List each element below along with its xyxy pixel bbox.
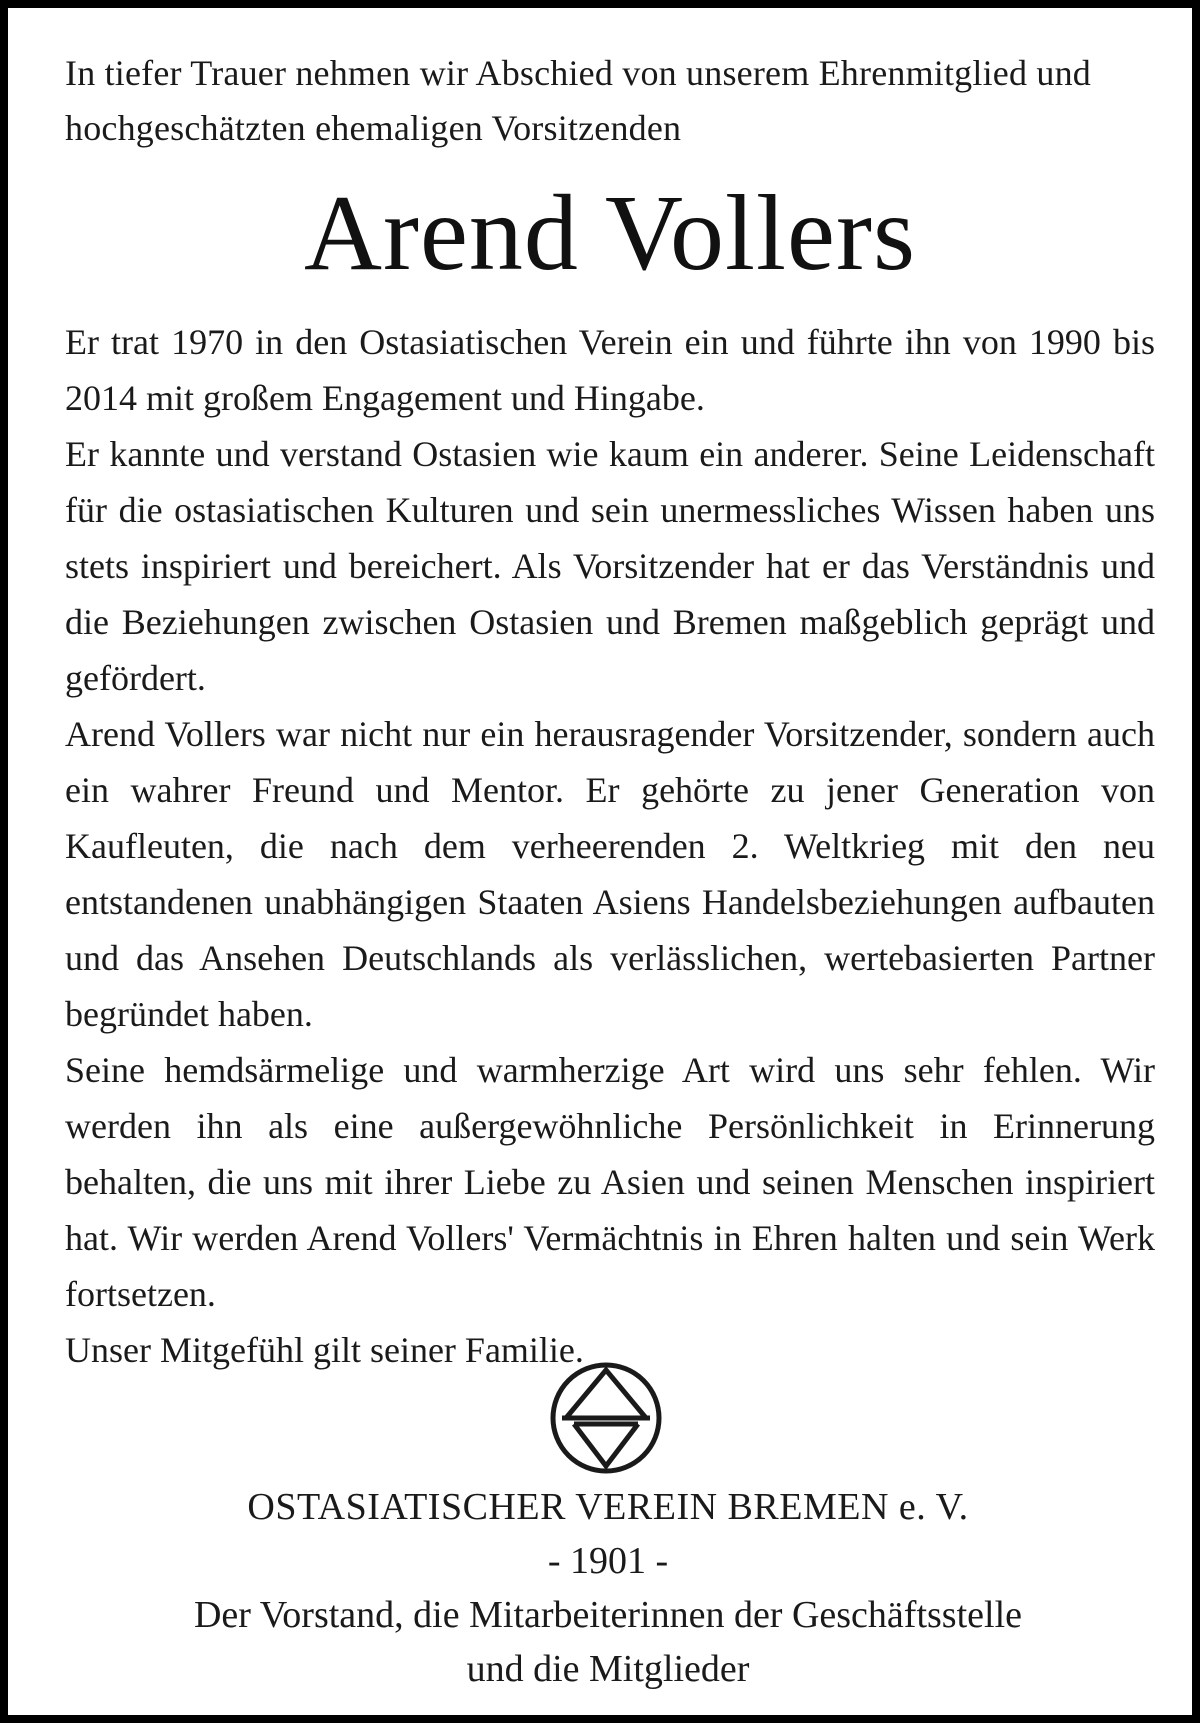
organization-name: OSTASIATISCHER VEREIN BREMEN e. V. [247, 1486, 969, 1528]
intro-text: In tiefer Trauer nehmen wir Abschied von unserem Ehrenmitglied und hochgeschätzten ehemaligen Vorsitzenden [65, 53, 1091, 148]
obituary-content [65, 46, 1155, 1378]
obituary-body [65, 314, 1155, 1378]
signatories-line-2: und die Mitglieder [466, 1648, 750, 1690]
deceased-name: Arend Vollers [304, 174, 916, 293]
paragraph-mentor: Arend Vollers war nicht nur ein herausragender Vorsitzender, sondern auch ein wahrer Freund und Mentor. Er gehörte zu jener Generation von Kaufleuten, die nach dem verheerenden 2. Weltkrieg mit den neu entstandenen unabhängigen Staaten Asiens Handelsbeziehungen aufbauten und das Ansehen Deutschlands als verlässlichen, wertebasierten Partner begründet haben. [65, 714, 1155, 1034]
founding-year: - 1901 - [547, 1540, 669, 1582]
paragraph-expertise: Er kannte und verstand Ostasien wie kaum ein anderer. Seine Leidenschaft für die ostasiatischen Kulturen und sein unermessliches Wissen haben uns stets inspiriert und bereichert. Als Vorsitzender hat er das Verständnis und die Beziehungen zwischen Ostasien und Bremen maßgeblich geprägt und gefördert. [65, 434, 1155, 698]
signatories-line-1: Der Vorstand, die Mitarbeiterinnen der Geschäftsstelle [193, 1594, 1022, 1636]
paragraph-membership: Er trat 1970 in den Ostasiatischen Verein ein und führte ihn von 1990 bis 2014 mit großem Engagement und Hingabe. [65, 322, 1155, 418]
paragraph-condolence: Unser Mitgefühl gilt seiner Familie. [65, 1330, 584, 1370]
circle-triangles-logo-icon [548, 1360, 664, 1476]
signature-block [16, 1480, 1200, 1696]
paragraph-legacy: Seine hemdsärmelige und warmherzige Art wird uns sehr fehlen. Wir werden ihn als eine außergewöhnliche Persönlichkeit in Erinnerung behalten, die uns mit ihrer Liebe zu Asien und seinen Menschen inspiriert hat. Wir werden Arend Vollers' Vermächtnis in Ehren halten und sein Werk fortsetzen. [65, 1050, 1155, 1314]
